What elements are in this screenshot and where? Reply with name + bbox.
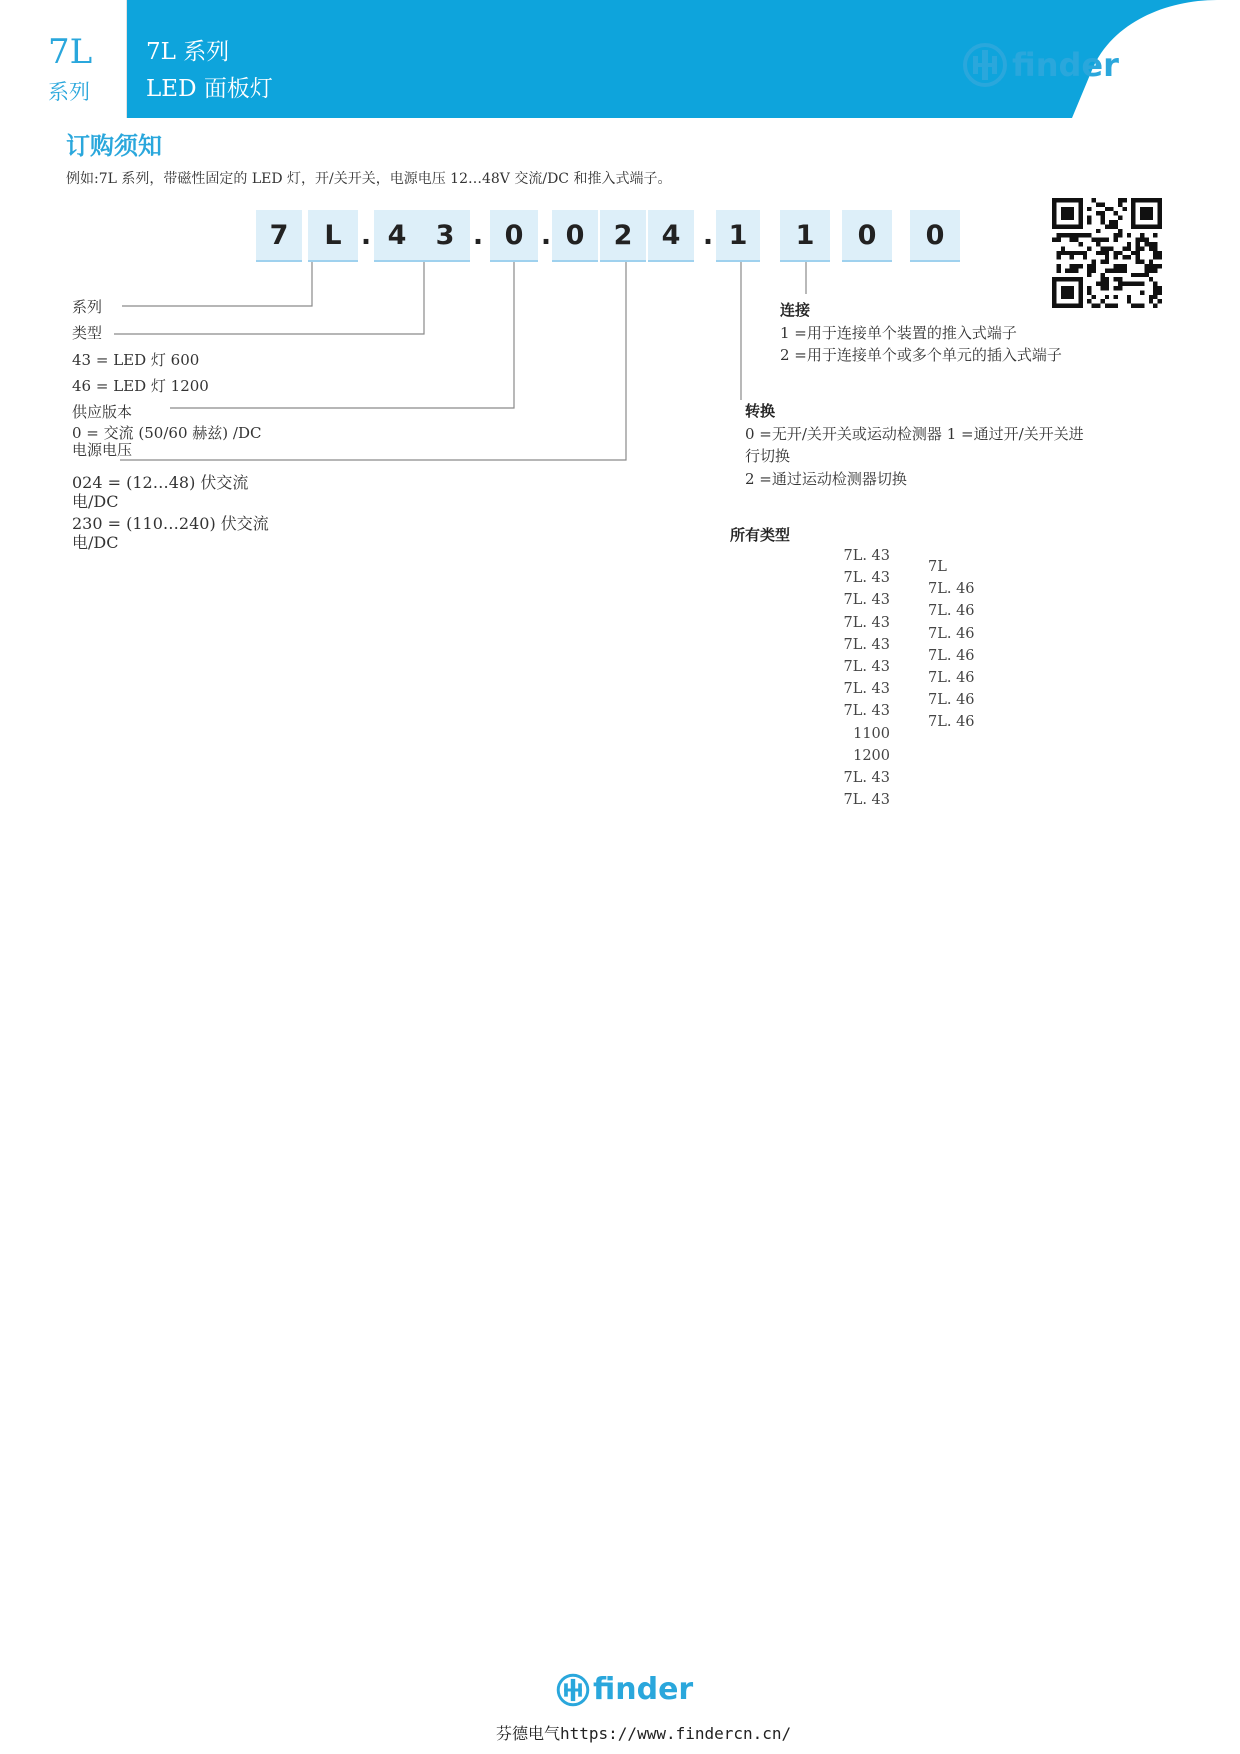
header-title-line1: 7L 系列 [146,39,230,65]
voltage-024-line1: 024 = (12…48) 伏交流 [72,473,249,492]
type-entry: 7L. 43 [843,792,890,809]
code-separator: . [540,219,552,251]
switch-option-2: 2 =通过运动检测器切换 [745,470,907,488]
switch-title: 转换 [745,402,776,420]
type-entry: 7L. 46 [928,647,975,664]
type-entry: 7L. 43 [843,592,890,609]
type-entry: 7L. 43 [843,548,890,564]
footer-logo-word: finder [593,1672,694,1707]
finder-logo-icon [962,42,1008,88]
type-entry: 7L [928,559,947,575]
finder-logo-icon [556,1673,590,1707]
type-entry: 1100 [853,725,890,742]
voltage-024-line2: 电/DC [72,492,119,511]
code-box: 1 [716,210,760,262]
header-series-word: 系列 [48,80,90,104]
voltage-230-line1: 230 = (110…240) 伏交流 [72,514,269,533]
type-entry: 7L. 43 [843,636,890,653]
code-box: L [308,210,358,262]
type-entry: 1200 [853,747,890,764]
label-series: 系列 [72,298,103,316]
code-box: 7 [256,210,302,262]
code-box: 1 [780,210,830,262]
qr-code [1052,198,1162,308]
finder-logo [962,42,1119,88]
type-entry: 7L. 46 [928,714,975,731]
code-box: 3 [420,210,470,262]
code-separator: . [472,219,484,251]
section-title: 订购须知 [66,132,162,160]
label-type: 类型 [72,324,103,342]
code-box: 0 [910,210,960,262]
code-box: 2 [600,210,646,262]
type-entry: 7L. 46 [928,581,975,598]
switch-option-0-line2: 行切换 [745,447,791,465]
connection-option-2: 2 =用于连接单个或多个单元的插入式端子 [780,346,1062,364]
code-box: 0 [552,210,598,262]
supply-0: 0 = 交流 (50/60 赫兹) /DC [72,424,262,442]
footer-url[interactable]: 芬德电气https://www.findercn.cn/ [496,1724,792,1743]
all-types-title: 所有类型 [730,526,791,544]
type-entry: 7L. 46 [928,692,975,709]
code-box: 0 [842,210,892,262]
header-title-line2: LED 面板灯 [146,76,273,102]
type-entry: 7L. 43 [843,659,890,676]
label-supply-version: 供应版本 [72,403,133,421]
code-box: 0 [490,210,538,262]
type-46: 46 = LED 灯 1200 [72,377,209,395]
code-separator: . [702,219,714,251]
code-box: 4 [374,210,420,262]
type-43: 43 = LED 灯 600 [72,351,200,369]
type-entry: 7L. 43 [843,703,890,720]
type-entry: 7L. 46 [928,625,975,642]
switch-option-0-line1: 0 =无开/关开关或运动检测器 1 =通过开/关开关进 [745,425,1084,443]
code-box: 4 [648,210,694,262]
connection-title: 连接 [780,301,811,319]
all-types-column-2 [928,556,975,734]
connection-option-1: 1 =用于连接单个装置的推入式端子 [780,324,1017,342]
type-entry: 7L. 46 [928,670,975,687]
type-entry: 7L. 43 [843,614,890,631]
header-series-code: 7L [48,32,93,72]
type-entry: 7L. 46 [928,603,975,620]
type-entry: 7L. 43 [843,570,890,587]
type-entry: 7L. 43 [843,770,890,787]
voltage-230-line2: 电/DC [72,533,119,552]
footer-finder-logo [556,1672,693,1707]
finder-logo-word: finder [1012,46,1119,84]
code-separator: . [360,219,372,251]
example-text: 例如:7L 系列，带磁性固定的 LED 灯，开/关开关，电源电压 12…48V 交流/DC 和推入式端子。 [66,171,672,187]
type-entry: 7L. 43 [843,681,890,698]
label-voltage: 电源电压 [72,441,133,459]
all-types-column-1 [800,545,890,811]
